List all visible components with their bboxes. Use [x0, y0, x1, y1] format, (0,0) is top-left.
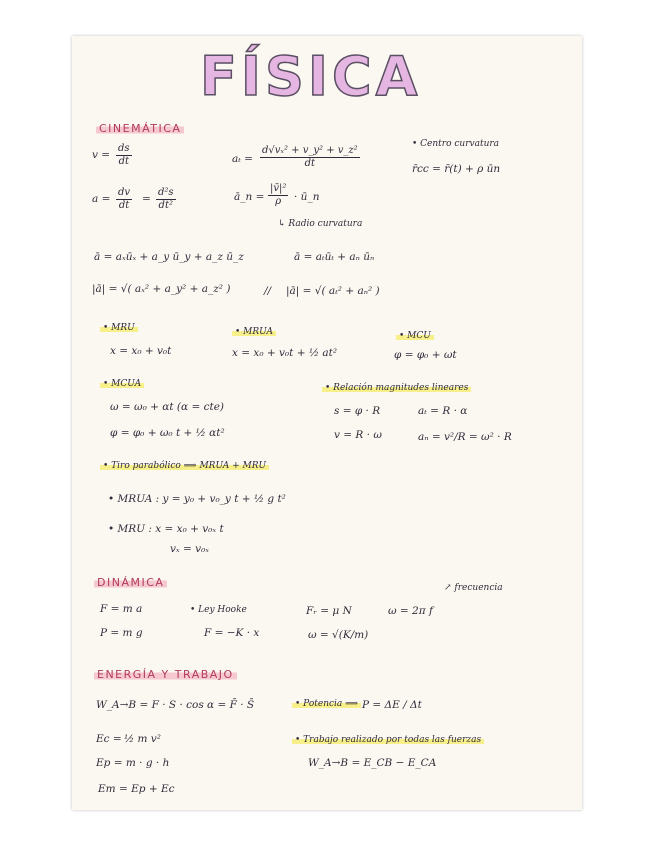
angular-frequency-sqrt: ω = √(K/m) [308, 629, 369, 641]
weight-formula: P = m g [100, 627, 143, 639]
vector-accel-cartesian: ā = aₓūₓ + a_y ū_y + a_z ū_z [94, 251, 244, 263]
velocity-fraction: $\frac{ds}{dt}$ [118, 143, 130, 167]
relacion-s: s = φ · R [334, 405, 381, 417]
trabajo-label: • Trabajo realizado por todas las fuerzas [292, 736, 484, 745]
tiro-mru-formula: • MRU : x = x₀ + v₀ₓ t [108, 523, 224, 535]
mcua-formula-1: ω = ω₀ + αt (α = cte) [110, 401, 224, 413]
mechanical-energy-formula: Em = Ep + Ec [98, 783, 175, 795]
normal-accel-tail: · ū_n [294, 191, 320, 203]
mcu-label: • MCU [396, 332, 434, 341]
trabajo-formula: W_A→B = E_CB − E_CA [308, 757, 437, 769]
kinetic-energy-rhs: ½ m v² [124, 733, 161, 745]
kinetic-energy-lhs: Ec = [96, 733, 122, 745]
modulus-accel-cartesian: |ā| = √( aₓ² + a_y² + a_z² ) [92, 283, 231, 295]
acceleration-lhs: a = [92, 193, 111, 205]
section-heading-energia: ENERGÍA Y TRABAJO [94, 668, 237, 681]
angular-frequency-formula: ω = 2π f [388, 605, 433, 617]
acceleration-fraction-1: $\frac{dv}{dt}$ [118, 187, 131, 211]
relacion-label: • Relación magnitudes lineares [322, 384, 471, 393]
tiro-parabolico-label: • Tiro parabólico ⟹ MRUA + MRU [100, 462, 269, 471]
tangential-accel-fraction: $\frac{\text{d√vₓ² + v\_y² + v\_z²}}{dt}$ [262, 145, 358, 169]
mcu-formula: φ = φ₀ + ωt [394, 349, 457, 361]
mrua-formula: x = x₀ + v₀t + ½ at² [232, 347, 338, 359]
acceleration-equals: = [142, 193, 151, 205]
friction-formula: Fᵣ = μ N [306, 605, 352, 617]
acceleration-fraction-2: $\frac{\text{d²s}}{\text{dt²}}$ [158, 187, 174, 211]
vector-accel-intrinsic: ā = aₜūₜ + aₙ ūₙ [294, 251, 375, 263]
tangential-accel-lhs: aₜ = [232, 153, 253, 165]
tiro-mrua-formula: • MRUA : y = y₀ + v₀_y t + ½ g t² [108, 493, 286, 505]
modulus-separator: // [264, 285, 272, 297]
relacion-v: v = R · ω [334, 429, 382, 441]
section-heading-dinamica: DINÁMICA [94, 576, 167, 589]
notebook-page [72, 36, 582, 810]
potencia-formula: P = ΔE / Δt [362, 699, 422, 711]
newton-formula: F = m a [100, 603, 143, 615]
relacion-at: aₜ = R · α [418, 405, 468, 417]
radio-curvatura-note: ↳ Radio curvatura [278, 219, 363, 229]
relacion-an: aₙ = v²/R = ω² · R [418, 431, 512, 443]
potencia-label: • Potencia ⟹ [292, 700, 361, 709]
tiro-vx-formula: vₓ = v₀ₓ [170, 543, 210, 555]
section-heading-cinematica: CINEMÁTICA [96, 122, 184, 135]
work-formula: W_A→B = F · S · cos α = F̄ · S̄ [96, 699, 255, 711]
mcua-label: • MCUA [100, 380, 144, 389]
frecuencia-note: ↗ frecuencia [444, 583, 503, 593]
modulus-accel-intrinsic: |ā| = √( aₜ² + aₙ² ) [286, 285, 380, 297]
potential-energy-formula: Ep = m · g · h [96, 757, 170, 769]
mru-formula: x = x₀ + v₀t [110, 345, 172, 357]
centro-curvatura-formula: r̄cc = r̄(t) + ρ ūn [412, 163, 501, 175]
velocity-lhs: v = [92, 149, 111, 161]
hooke-formula: F = −K · x [204, 627, 260, 639]
mru-label: • MRU [100, 324, 138, 333]
page-title: FÍSICA [200, 45, 422, 108]
mrua-label: • MRUA [232, 328, 276, 337]
normal-accel-lhs: ā_n = [234, 191, 265, 203]
normal-accel-fraction: $\frac{\text{|v̄|²}}{\rho}$ [270, 183, 287, 207]
centro-curvatura-label: • Centro curvatura [412, 139, 500, 149]
mcua-formula-2: φ = φ₀ + ω₀ t + ½ αt² [110, 427, 225, 439]
hooke-label: • Ley Hooke [190, 605, 247, 615]
